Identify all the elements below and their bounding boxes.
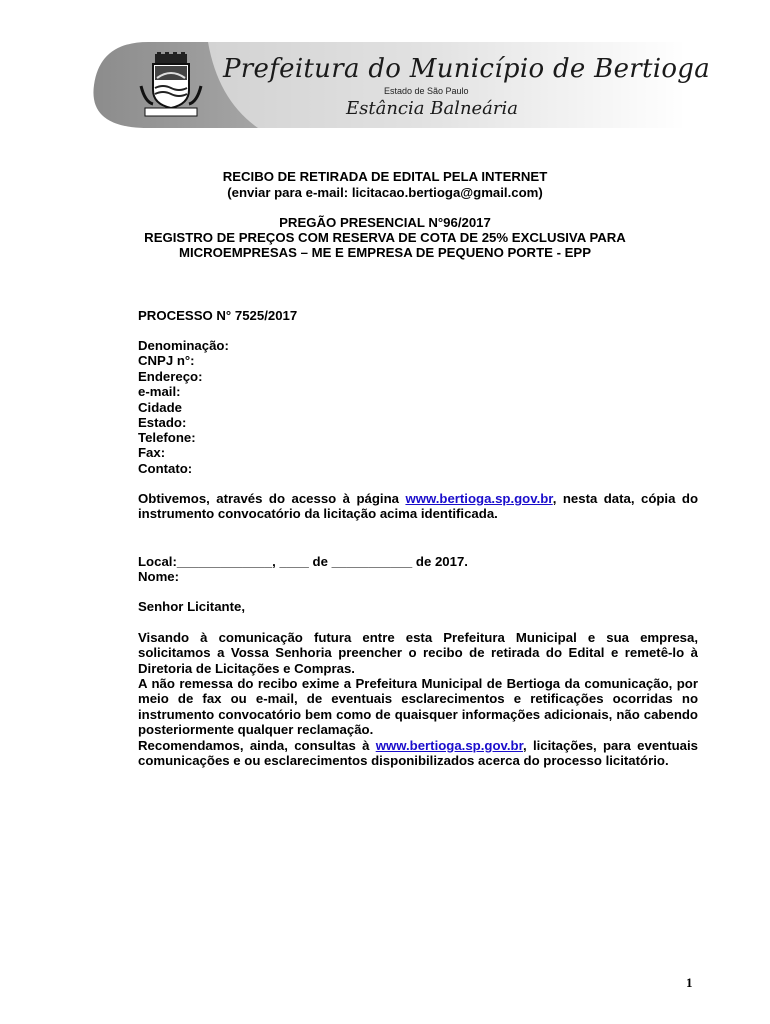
letterhead-subtitle: Estância Balneária [346, 98, 519, 119]
recommendation-text-end: , licitações, para eventuais comunicações e ou esclarecimentos disponibilizados acerca do processo licitatório. [138, 738, 698, 769]
letterhead-state: Estado de São Paulo [384, 86, 469, 96]
letterhead-title: Prefeitura do Município de Bertioga [223, 54, 711, 84]
letterhead [88, 40, 711, 130]
field-telefone: Telefone: [138, 430, 196, 445]
field-estado: Estado: [138, 415, 187, 430]
local-date-line: Local:_____________, ____ de ___________ de 2017. [138, 554, 468, 569]
bertioga-website-link[interactable]: www.bertioga.sp.gov.br [405, 491, 553, 506]
page-number: 1 [686, 975, 693, 990]
paragraph-non-remittance: A não remessa do recibo exime a Prefeitura Municipal de Bertioga da comunicação, por meio de fax ou e-mail, de eventuais esclarecimentos e retificações ocorridas no instrumento convocatório bem como de quaisquer informações adicionais, não cabendo posteriormente qualquer reclamação. [138, 676, 698, 737]
paragraph-recommendation [138, 738, 698, 769]
pregao-heading: PREGÃO PRESENCIAL N°96/2017 [279, 215, 491, 230]
obtivemos-text-start: Obtivemos, através do acesso à página [138, 491, 406, 506]
obtivemos-text-end: , nesta data, cópia do instrumento convocatório da licitação acima identificada. [138, 491, 698, 522]
processo-number: PROCESSO N° 7525/2017 [138, 308, 298, 323]
obtivemos-paragraph [138, 491, 698, 522]
field-email: e-mail: [138, 384, 181, 399]
recommendation-text-start: Recomendamos, ainda, consultas à [138, 738, 376, 753]
paragraph-communication: Visando à comunicação futura entre esta Prefeitura Municipal e sua empresa, solicitamos a Vossa Senhoria preencher o recibo de retirada do Edital e remetê-lo à Diretoria de Licitações e Compras. [138, 630, 698, 676]
bertioga-website-link-2[interactable]: www.bertioga.sp.gov.br [375, 738, 523, 753]
field-cidade: Cidade [138, 400, 182, 415]
field-denominacao: Denominação: [138, 338, 229, 353]
field-contato: Contato: [138, 461, 193, 476]
receipt-email-note: (enviar para e-mail: licitacao.bertioga@gmail.com) [227, 185, 543, 200]
pregao-object-line2: MICROEMPRESAS – ME E EMPRESA DE PEQUENO PORTE - EPP [178, 245, 592, 260]
field-endereco: Endereço: [138, 369, 203, 384]
nome-line: Nome: [138, 569, 180, 584]
pregao-object-line1: REGISTRO DE PREÇOS COM RESERVA DE COTA DE 25% EXCLUSIVA PARA [144, 230, 626, 245]
receipt-title: RECIBO DE RETIRADA DE EDITAL PELA INTERNET [222, 169, 548, 184]
greeting: Senhor Licitante, [138, 599, 245, 614]
field-fax: Fax: [138, 445, 166, 460]
field-cnpj: CNPJ n°: [138, 353, 195, 368]
municipal-crest-icon [135, 52, 207, 118]
